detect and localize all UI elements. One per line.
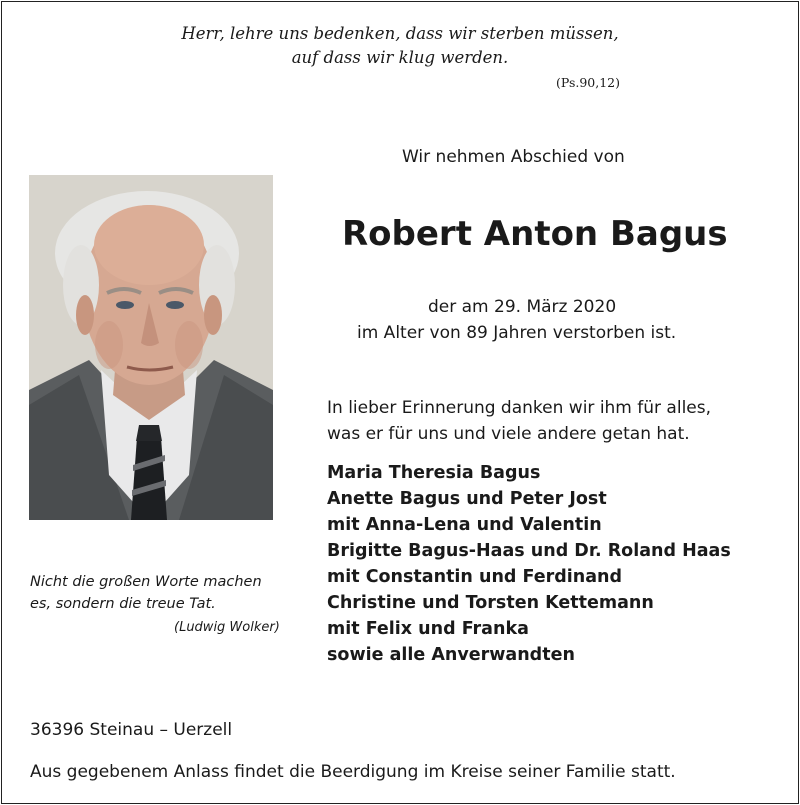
portrait-illustration xyxy=(29,175,273,520)
remembrance-line-1: In lieber Erinnerung danken wir ihm für alles, xyxy=(327,398,712,418)
family-member: mit Constantin und Ferdinand xyxy=(327,567,623,587)
family-member: Anette Bagus und Peter Jost xyxy=(327,489,607,509)
family-member: mit Felix und Franka xyxy=(327,619,529,639)
scripture-reference: (Ps.90,12) xyxy=(556,75,621,90)
family-member: sowie alle Anverwandten xyxy=(327,645,575,665)
family-member: Christine und Torsten Kettemann xyxy=(327,593,654,613)
funeral-note: Aus gegebenem Anlass findet die Beerdigung im Kreise seiner Familie statt. xyxy=(30,762,676,782)
family-member: Maria Theresia Bagus xyxy=(327,463,541,483)
family-member: Brigitte Bagus-Haas und Dr. Roland Haas xyxy=(327,541,731,561)
scripture-line-2: auf dass wir klug werden. xyxy=(291,48,509,67)
motto-author: (Ludwig Wolker) xyxy=(174,620,280,635)
scripture-line-1: Herr, lehre uns bedenken, dass wir sterben müssen, xyxy=(181,24,619,43)
deceased-name: Robert Anton Bagus xyxy=(342,214,728,254)
location: 36396 Steinau – Uerzell xyxy=(30,720,233,740)
motto-line-1: Nicht die großen Worte machen xyxy=(30,574,262,590)
family-member: mit Anna-Lena und Valentin xyxy=(327,515,602,535)
remembrance-line-2: was er für uns und viele andere getan hat. xyxy=(327,424,690,444)
portrait-photo xyxy=(29,175,273,520)
motto-line-2: es, sondern die treue Tat. xyxy=(30,596,216,612)
death-date: der am 29. März 2020 xyxy=(428,297,617,317)
age-at-death: im Alter von 89 Jahren verstorben ist. xyxy=(357,323,677,343)
farewell-intro: Wir nehmen Abschied von xyxy=(402,147,625,167)
